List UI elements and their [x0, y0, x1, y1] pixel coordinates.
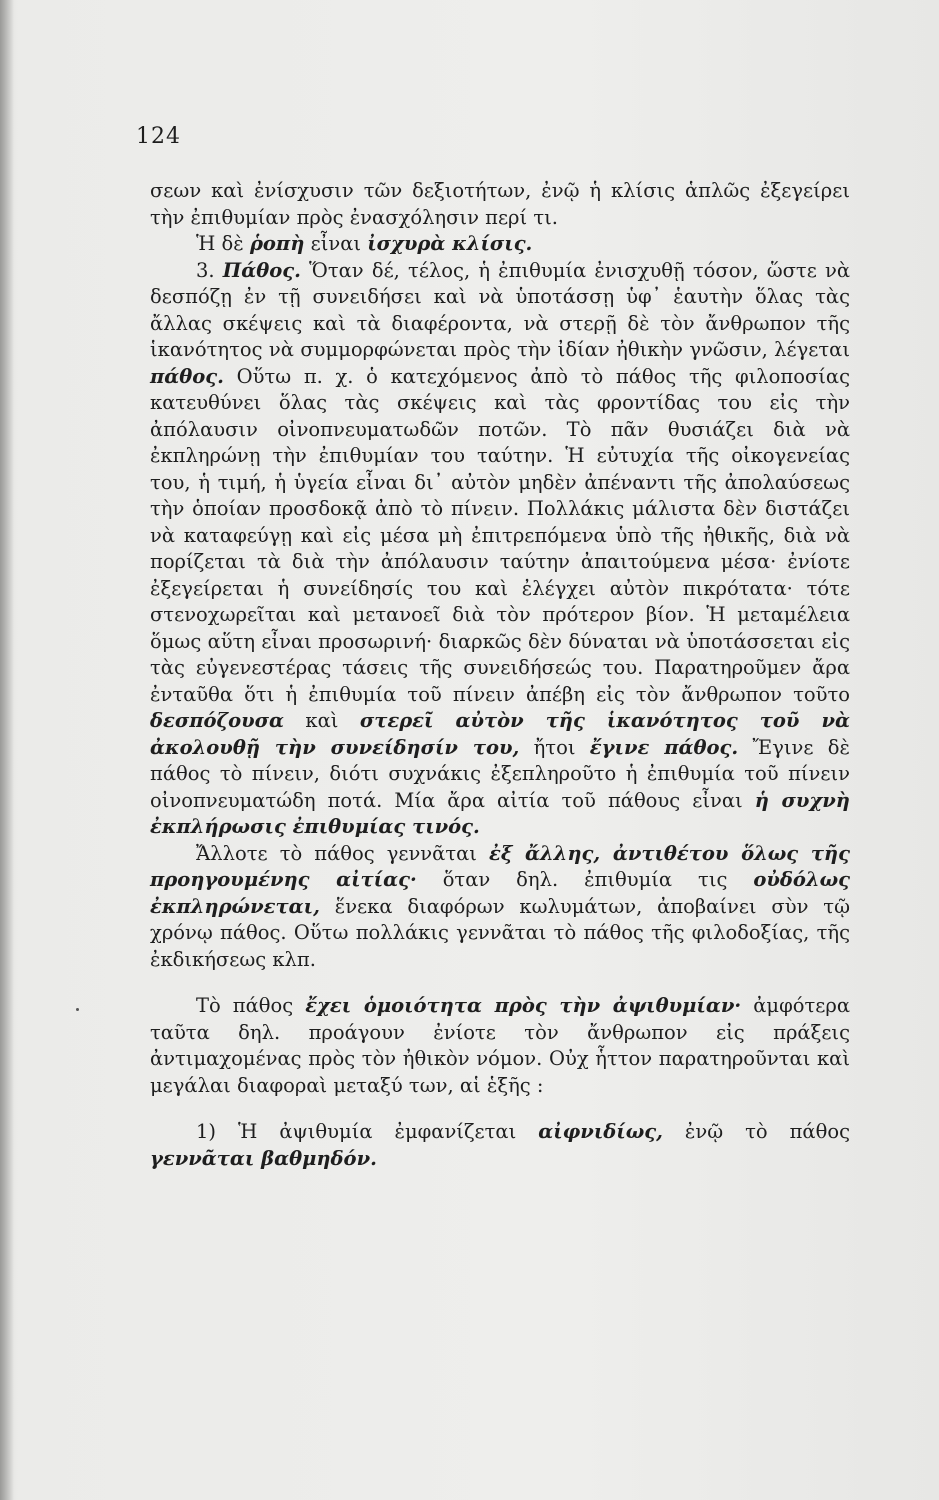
emphasis-text: στερεῖ αὐτὸν τῆς ἱκανότητος τοῦ νὰ ἀκολουθῇ τὴν συνείδησίν του,: [150, 709, 850, 759]
emphasis-text: αἰφνιδίως,: [538, 1120, 663, 1143]
emphasis-text: οὐδόλως ἐκπληρώνεται,: [150, 868, 851, 918]
body-text-run: ἕνεκα διαφόρων κωλυμάτων, ἀποβαίνει σὺν τῷ χρόνῳ πάθος. Οὕτω πολλάκις γεννᾶται τὸ πάθος τῆς φιλοδοξίας, τῆς ἐκδικήσεως κλπ.: [150, 894, 850, 971]
body-text-run: καὶ: [284, 709, 360, 732]
emphasis-text: ἰσχυρὰ κλίσις.: [367, 232, 533, 255]
body-text-run: ὅταν δηλ. ἐπιθυμία τις: [416, 868, 754, 891]
body-text-run: Ἄλλοτε τὸ πάθος γεννᾶται: [196, 841, 489, 865]
body-text-run: Τὸ πάθος: [196, 994, 306, 1017]
page-number: 124: [136, 124, 181, 149]
body-text-run: Ἔγινε δὲ πάθος τὸ πίνειν, διότι συχνάκις ἐξεπληροῦτο ἡ ἐπιθυμία τοῦ πίνειν οἰνοπνευματώδη ποτά. Μία ἄρα αἰτία τοῦ πάθους εἶναι: [150, 735, 850, 812]
emphasis-text: ἡ συχνὴ ἐκπλήρωσις ἐπιθυμίας τινός.: [150, 788, 850, 838]
emphasis-text: ἔγινε πάθος.: [589, 735, 739, 759]
paragraph-p3: [150, 258, 850, 841]
emphasis-text: ἔχει ὁμοιότητα πρὸς τὴν ἀψιθυμίαν·: [305, 994, 742, 1017]
body-text-run: Οὕτω π. χ. ὁ κατεχόμενος ἀπὸ τὸ πάθος τῆς φιλοποσίας κατευθύνει ὅλας τὰς σκέψεις καὶ τὰς φροντίδας του εἰς τὴν ἀπόλαυσιν οἰνοπνευματωδῶν ποτῶν. Τὸ πᾶν θυσιάζει διὰ νὰ ἐκπληρώνῃ τὴν ἐπιθυμίαν του ταύτην. Ἡ εὐτυχία τῆς οἰκογενείας του, ἡ τιμή, ἡ ὑγεία εἶναι δι᾽ αὐτὸν μηδὲν ἀπέναντι τῆς ἀπολαύσεως τὴν ὁποίαν προσδοκᾷ ἀπὸ τὸ πίνειν. Πολλάκις μάλιστα δὲν διστάζει νὰ καταφεύγῃ καὶ εἰς μέσα μὴ ἐπιτρεπόμενα ὑπὸ τῆς ἠθικῆς, διὰ νὰ πορίζεται τὰ διὰ τὴν ἀπόλαυσιν ταύτην ἀπαιτούμενα μέσα· ἐνίοτε ἐξεγείρεται ἡ συνείδησίς του καὶ ἐλέγχει αὐτὸν πικρότατα· τότε στενοχωρεῖται καὶ μετανοεῖ διὰ τὸν πρότερον βίον. Ἡ μεταμέλεια ὅμως αὕτη εἶναι προσωρινή· διαρκῶς δὲν δύναται νὰ ὑποτάσσεται εἰς τὰς εὐγενεστέρας τάσεις τῆς συνειδήσεώς του. Παρατηροῦμεν ἄρα ἐνταῦθα ὅτι ἡ ἐπιθυμία τοῦ πίνειν ἀπέβη εἰς τὸν ἄνθρωπον τοῦτο: [150, 364, 850, 706]
emphasis-text: δεσπόζουσα: [150, 709, 284, 732]
paragraph-p4: [150, 841, 850, 974]
emphasis-text: ῥοπὴ: [249, 232, 305, 255]
body-text-run: Ὅταν δέ, τέλος, ἡ ἐπιθυμία ἐνισχυθῇ τόσον, ὥστε νὰ δεσπόζῃ ἐν τῇ συνειδήσει καὶ νὰ ὑποτάσσῃ ὑφ᾽ ἑαυτὴν ὅλας τὰς ἄλλας σκέψεις καὶ τὰ διαφέροντα, νὰ στερῇ δὲ τὸν ἄνθρωπον τῆς ἱκανότητος νὰ συμμορφώνεται πρὸς τὴν ἰδίαν ἠθικὴν γνῶσιν, λέγεται: [150, 258, 850, 361]
paragraph-p6: [150, 1119, 850, 1172]
spine-shadow: [0, 0, 14, 1500]
body-text-run: ἤτοι: [519, 735, 590, 759]
body-text-run: ἐνῷ τὸ πάθος: [662, 1120, 851, 1143]
body-text-run: 1) Ἡ ἀψιθυμία ἐμφανίζεται: [196, 1120, 539, 1143]
body-text-run: Ἡ δὲ: [196, 232, 250, 255]
body-text-run: εἶναι: [304, 232, 368, 255]
body-text-run: 3.: [196, 258, 223, 282]
emphasis-text: Πάθος.: [222, 258, 301, 282]
emphasis-text: πάθος.: [150, 364, 224, 388]
paragraph-p2: [150, 231, 850, 258]
paragraph-p5: [150, 993, 850, 1099]
body-text-run: ἀμφότερα ταῦτα δηλ. προάγουν ἐνίοτε τὸν ἄνθρωπον εἰς πράξεις ἀντιμαχομένας πρὸς τὸν ἠθικὸν νόμον. Οὐχ ἧττον παρατηροῦνται καὶ μεγάλαι διαφοραὶ μεταξύ των, αἱ ἑξῆς :: [150, 994, 850, 1097]
paragraph-p1: [150, 178, 850, 231]
body-text-run: σεων καὶ ἐνίσχυσιν τῶν δεξιοτήτων, ἐνῷ ἡ κλίσις ἁπλῶς ἐξεγείρει τὴν ἐπιθυμίαν πρὸς ἐνασχόλησιν περί τι.: [150, 179, 850, 229]
body-text: [150, 178, 850, 1172]
emphasis-text: ἐξ ἄλλης, ἀντιθέτου ὅλως τῆς προηγουμένης αἰτίας·: [150, 841, 850, 891]
print-speck: [76, 1008, 79, 1011]
emphasis-text: γεννᾶται βαθμηδόν.: [150, 1146, 377, 1170]
